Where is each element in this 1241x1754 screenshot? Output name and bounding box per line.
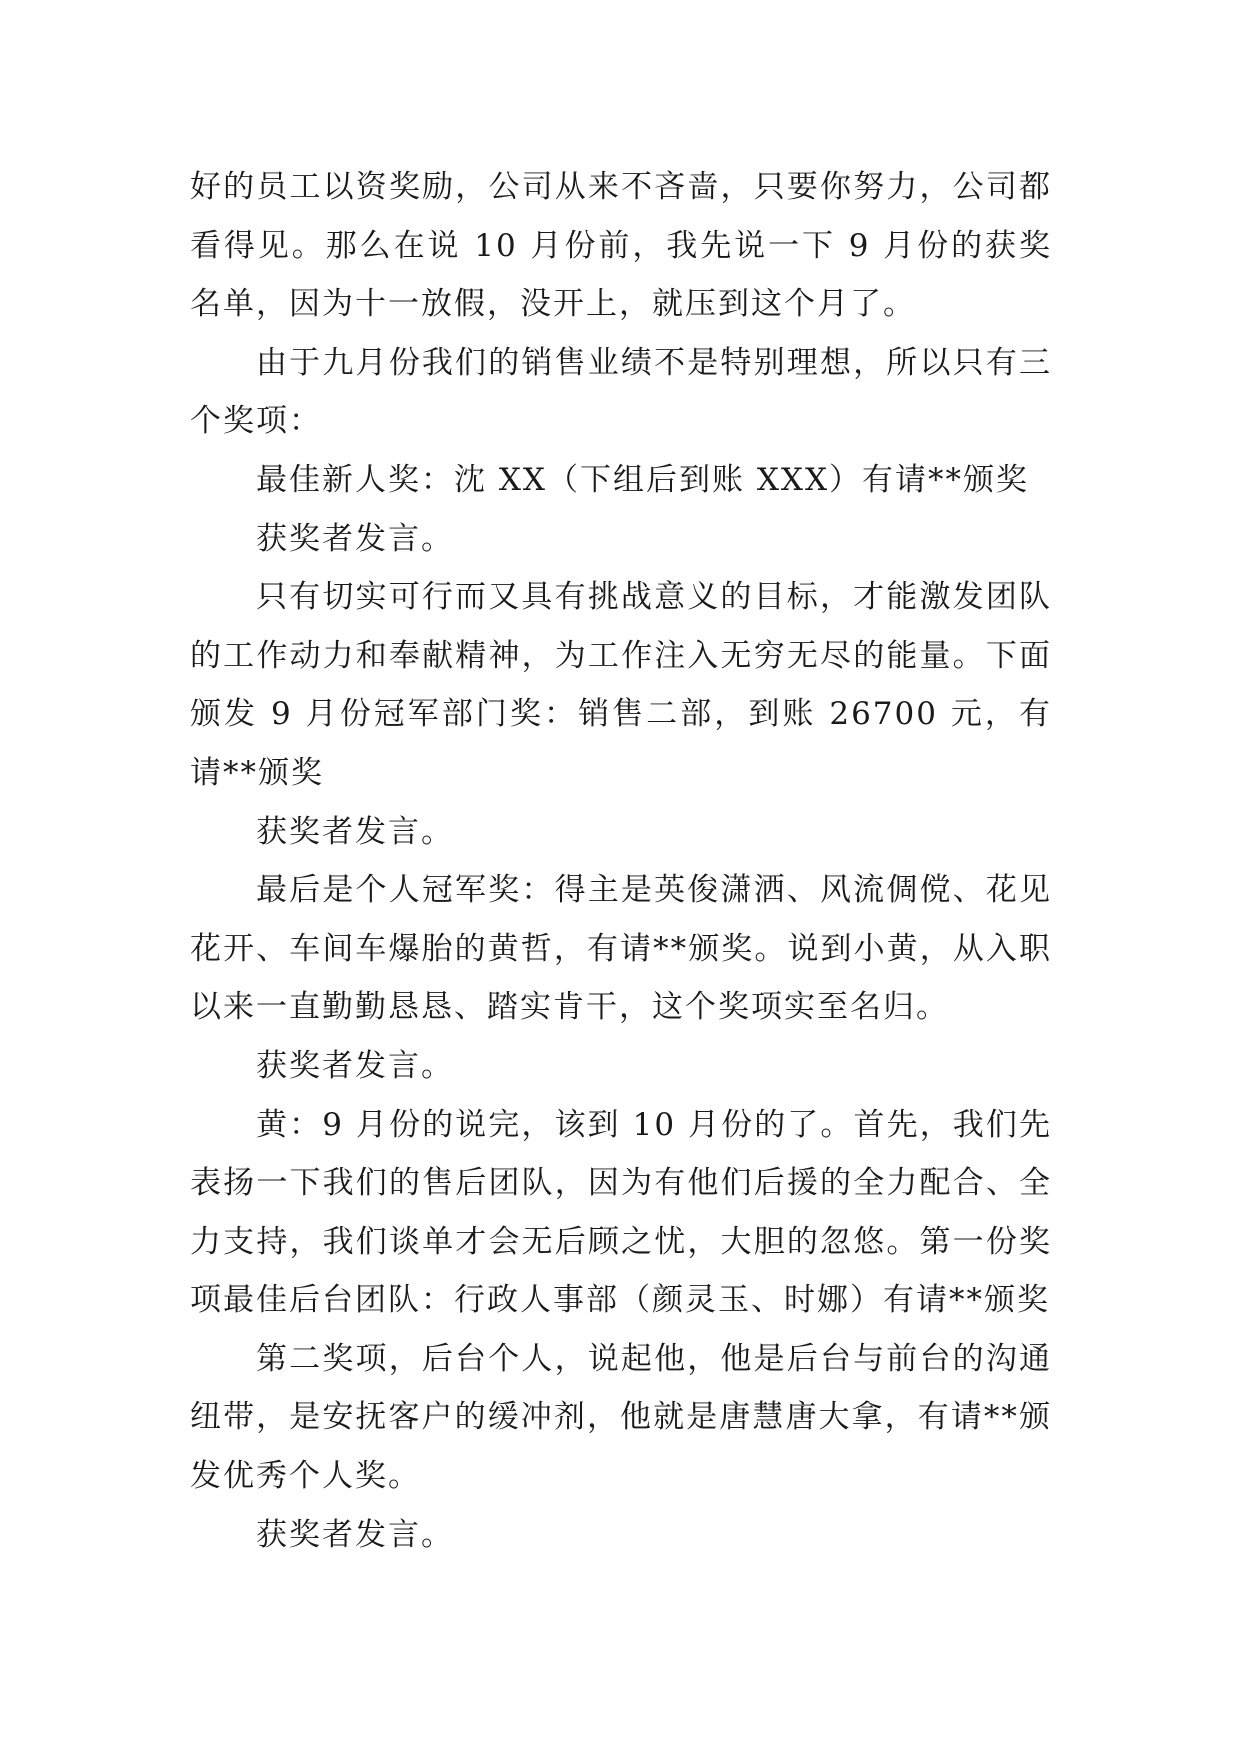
paragraph-winner-speech: 获奖者发言。 — [256, 520, 454, 557]
paragraph-backstage-individual: 第二奖项，后台个人，说起他，他是后台与前台的沟通纽带，是安抚客户的缓冲剂，他就是唐慧唐大拿，有请**颁发优秀个人奖。 — [190, 1340, 1052, 1495]
document-body — [190, 158, 1052, 1564]
paragraph-best-newcomer: 最佳新人奖：沈 XX（下组后到账 XXX）有请**颁奖 — [256, 461, 1030, 498]
paragraph-champion-department: 只有切实可行而又具有挑战意义的目标，才能激发团队的工作动力和奉献精神，为工作注入无穷无尽的能量。下面颁发 9 月份冠军部门奖：销售二部，到账 26700 元，有请**颁奖 — [190, 579, 1052, 791]
paragraph-continuation: 好的员工以资奖励，公司从来不吝啬，只要你努力，公司都看得见。那么在说 10 月份前，我先说一下 9 月份的获奖名单，因为十一放假，没开上，就压到这个月了。 — [190, 169, 1052, 323]
paragraph-individual-champion: 最后是个人冠军奖：得主是英俊潇洒、风流倜傥、花见花开、车间车爆胎的黄哲，有请**颁奖。说到小黄，从入职以来一直勤勤恳恳、踏实肯干，这个奖项实至名归。 — [190, 872, 1052, 1026]
paragraph-october-backstage-team: 黄：9 月份的说完，该到 10 月份的了。首先，我们先表扬一下我们的售后团队，因为有他们后援的全力配合、全力支持，我们谈单才会无后顾之忧，大胆的忽悠。第一份奖项最佳后台团队：行政人事部（颜灵玉、时娜）有请**颁奖 — [190, 1106, 1052, 1319]
paragraph-winner-speech: 获奖者发言。 — [256, 1047, 454, 1084]
paragraph-award-intro: 由于九月份我们的销售业绩不是特别理想，所以只有三个奖项： — [190, 344, 1052, 440]
paragraph-winner-speech: 获奖者发言。 — [256, 813, 454, 850]
paragraph-winner-speech: 获奖者发言。 — [256, 1516, 454, 1553]
